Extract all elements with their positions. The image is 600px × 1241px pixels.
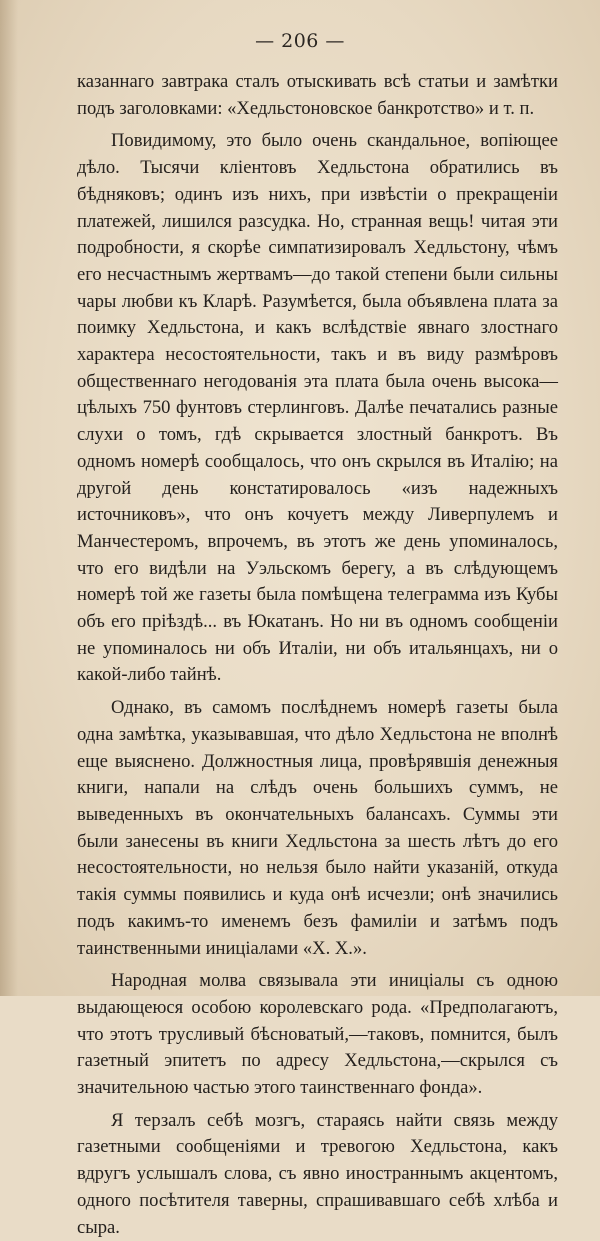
paragraph-4: Народная молва связывала эти иниціалы съ одною выдающеюся особою королевскаго рода. «Предполагаютъ, что этотъ трусливый бѣсноватый,—таковъ, помнится, былъ газетный эпитетъ по адресу Хедльстона,—скрылся съ значительною частью этого таинственнаго фонда». [77,970,558,1099]
page-text [77,69,558,1241]
binding-shadow [0,0,18,996]
paragraph-1: казаннаго завтрака сталъ отыскивать всѣ статьи и замѣтки подъ заголовками: «Хедльстоновское банкротство» и т. п. [77,71,558,119]
paragraph-2: Повидимому, это было очень скандальное, вопіющее дѣло. Тысячи кліентовъ Хедльстона обратились въ бѣдняковъ; одинъ изъ нихъ, при извѣстіи о прекращеніи платежей, лишился разсудка. Но, странная вещь! читая эти подробности, я скорѣе симпатизировалъ Хедльстону, чѣмъ его несчастнымъ жертвамъ—до такой степени были сильны чары любви къ Кларѣ. Разумѣется, была объявлена плата за поимку Хедльстона, и какъ вслѣдствіе явнаго злостнаго характера несостоятельности, такъ и въ виду размѣровъ общественнаго негодованія эта плата была очень высока—цѣлыхъ 750 фунтовъ стерлинговъ. Далѣе печатались разные слухи о томъ, гдѣ скрывается злостный банкротъ. Въ одномъ номерѣ сообщалось, что онъ скрылся въ Италію; на другой день констатировалось «изъ надежныхъ источниковъ», что онъ кочуетъ между Ливерпулемъ и Манчестеромъ, впрочемъ, въ этотъ же день упоминалось, что его видѣли на Уэльскомъ берегу, а въ слѣдующемъ номерѣ той же газеты была помѣщена телеграмма изъ Кубы объ его пріѣздѣ... въ Юкатанъ. Но ни въ одномъ сообщеніи не упоминалось ни объ Италіи, ни объ итальянцахъ, ни о какой-либо тайнѣ. [77,130,558,686]
page-number: — 206 — [255,30,345,52]
paragraph-5: Я терзалъ себѣ мозгъ, стараясь найти связь между газетными сообщеніями и тревогою Хедльстона, какъ вдругъ услышалъ слова, съ явно иностраннымъ акцентомъ, одного посѣтителя таверны, спрашивавшаго себѣ хлѣба и сыра. [77,1109,558,1238]
paragraph-3: Однако, въ самомъ послѣднемъ номерѣ газеты была одна замѣтка, указывавшая, что дѣло Хедльстона не вполнѣ еще выяснено. Должностныя лица, провѣрявшія денежныя книги, напали на слѣдъ очень большихъ суммъ, не выведенныхъ въ окончательныхъ балансахъ. Суммы эти были занесены въ книги Хедльстона за шесть лѣтъ до его несостоятельности, но нельзя было найти указаній, откуда такія суммы появились и куда онѣ исчезли; онѣ значились подъ какимъ-то именемъ безъ фамиліи и затѣмъ подъ таинственными иниціалами «Х. Х.». [77,697,558,959]
